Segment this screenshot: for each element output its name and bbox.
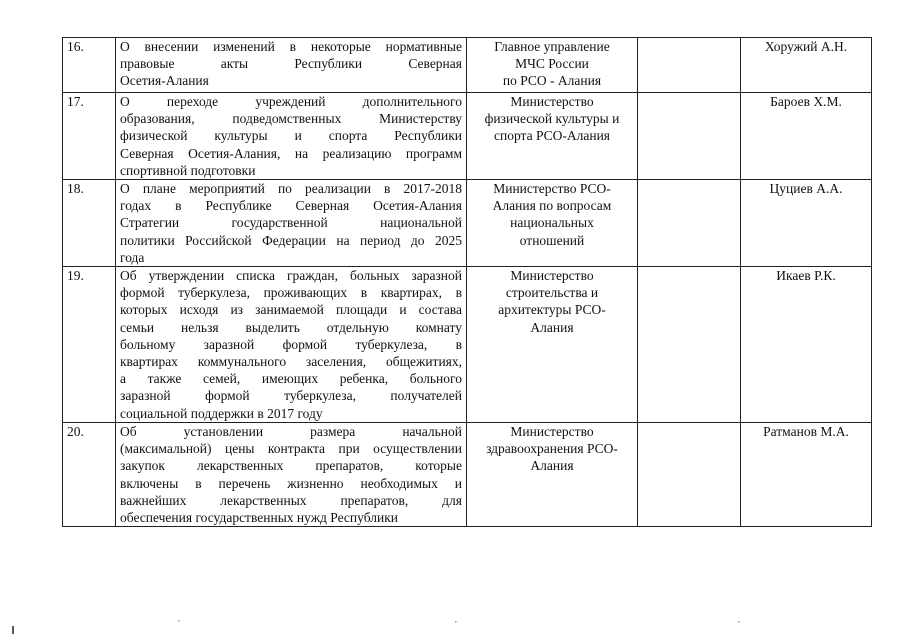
organization-line: Министерство xyxy=(510,94,594,109)
organization-line: по РСО - Алания xyxy=(502,73,602,89)
title-line: года xyxy=(120,249,145,265)
organization-line: спорта РСО-Алания xyxy=(493,128,611,144)
title-line: политики Российской Федерации на период до 2025 xyxy=(120,232,462,248)
row-organization xyxy=(467,38,638,93)
title-line: социальной поддержки в 2017 году xyxy=(120,405,323,421)
row-number: 18. xyxy=(63,180,116,267)
organization-line: Министерство xyxy=(510,424,594,440)
organization-line: Министерство xyxy=(510,268,594,284)
row-title xyxy=(116,38,467,93)
row-date xyxy=(638,423,741,527)
title-line: образования, подведомственных Министерству xyxy=(120,111,462,127)
title-line: физической культуры и спорта Республики xyxy=(120,128,462,144)
organization-line: Министерство РСО- xyxy=(493,181,611,197)
organization-line: строительства и xyxy=(505,285,599,301)
table-row xyxy=(63,423,872,527)
plan-table xyxy=(62,37,872,527)
organization-line: Алания xyxy=(530,458,574,474)
title-line: (максимальной) цены контракта при осуществлении xyxy=(120,441,462,457)
row-organization xyxy=(467,180,638,267)
title-line: О плане мероприятий по реализации в 2017-2018 xyxy=(120,181,462,197)
row-organization xyxy=(467,93,638,180)
title-line: важнейших лекарственных препаратов, для xyxy=(120,492,462,508)
row-number: 19. xyxy=(63,267,116,423)
organization-line: отношений xyxy=(519,232,585,248)
title-line: включены в перечень жизненно необходимых и xyxy=(120,475,462,491)
organization-line: Главное управление xyxy=(494,39,610,54)
title-line: которых исходя из занимаемой площади и состава xyxy=(120,302,462,318)
organization-line: физической культуры и xyxy=(484,111,620,127)
title-line: О переходе учреждений дополнительного xyxy=(120,94,462,109)
title-line: Северная Осетия-Алания, на реализацию программ xyxy=(120,145,462,161)
row-number: 17. xyxy=(63,93,116,180)
title-line: годах в Республике Северная Осетия-Алания xyxy=(120,198,462,214)
title-line: квартирах коммунального заселения, общежитиях, xyxy=(120,354,462,370)
table-row xyxy=(63,38,872,93)
organization-line: МЧС России xyxy=(515,56,589,72)
row-date xyxy=(638,267,741,423)
row-title xyxy=(116,267,467,423)
title-line: Осетия-Алания xyxy=(120,73,209,89)
title-line: семьи нельзя выделить отдельную комнату xyxy=(120,319,462,335)
row-date xyxy=(638,38,741,93)
row-responsible: Бароев Х.М. xyxy=(741,93,872,180)
row-organization xyxy=(467,267,638,423)
title-line: О внесении изменений в некоторые нормативные xyxy=(120,39,462,54)
title-line: спортивной подготовки xyxy=(120,162,256,178)
organization-line: Алания по вопросам xyxy=(492,198,612,214)
row-responsible: Хоружий А.Н. xyxy=(741,38,872,93)
organization-line: архитектуры РСО- xyxy=(498,302,606,318)
title-line: Об утверждении списка граждан, больных заразной xyxy=(120,268,462,284)
title-line: обеспечения государственных нужд Республики xyxy=(120,510,398,526)
title-line: закупок лекарственных препаратов, которые xyxy=(120,458,462,474)
row-number: 16. xyxy=(63,38,116,93)
row-organization xyxy=(467,423,638,527)
title-line: заразной формой туберкулеза, получателей xyxy=(120,388,462,404)
row-date xyxy=(638,93,741,180)
table-row xyxy=(63,180,872,267)
row-responsible: Цуциев А.А. xyxy=(741,180,872,267)
row-title xyxy=(116,180,467,267)
table-body xyxy=(63,38,872,527)
organization-line: здравоохранения РСО- xyxy=(486,441,618,457)
title-line: Стратегии государственной национальной xyxy=(120,215,462,231)
organization-line: национальных xyxy=(510,215,594,231)
table-row xyxy=(63,93,872,180)
row-date xyxy=(638,180,741,267)
title-line: формой туберкулеза, проживающих в квартирах, в xyxy=(120,285,462,301)
table-row xyxy=(63,267,872,423)
organization-line: Алания xyxy=(530,319,574,335)
scan-specks xyxy=(0,600,905,640)
title-line: правовые акты Республики Северная xyxy=(120,56,462,72)
row-title xyxy=(116,423,467,527)
row-title xyxy=(116,93,467,180)
row-responsible: Ратманов М.А. xyxy=(741,423,872,527)
title-line: Об установлении размера начальной xyxy=(120,424,462,440)
title-line: а также семей, имеющих ребенка, больного xyxy=(120,371,462,387)
title-line: больному заразной формой туберкулеза, в xyxy=(120,336,462,352)
row-responsible: Икаев Р.К. xyxy=(741,267,872,423)
row-number: 20. xyxy=(63,423,116,527)
